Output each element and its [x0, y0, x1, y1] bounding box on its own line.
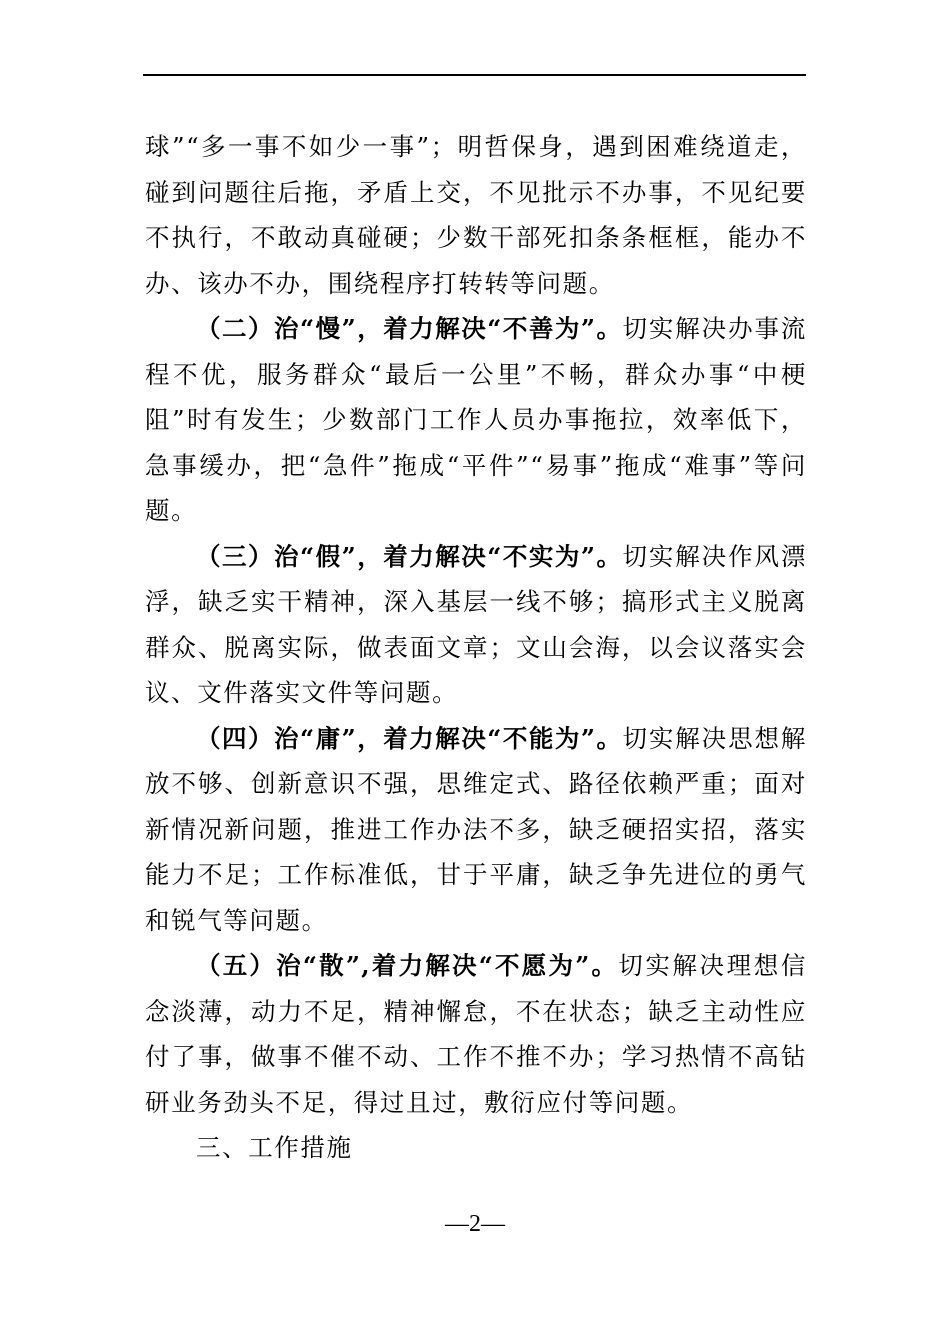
- paragraph-continuation: [145, 124, 807, 306]
- page-number: —2—: [445, 1211, 505, 1237]
- paragraph-lead: （二）治“慢”，着力解决“不善为”。: [196, 314, 623, 343]
- paragraph-slow: [145, 306, 807, 534]
- paragraph-lead: （五）治“散”,着力解决“不愿为”。: [196, 951, 619, 980]
- paragraph-lead: （三）治“假”，着力解决“不实为”。: [196, 541, 623, 571]
- paragraph-lead: （四）治“庸”，着力解决“不能为”。: [196, 723, 623, 753]
- paragraph-body: 切实解决理想信念淡薄，动力不足，精神懈怠，不在状态；缺乏主动性应付了事，做事不催不动、工作不推不办；学习热情不高钻研业务劲头不足，得过且过，敷衍应付等问题。: [145, 951, 807, 1117]
- paragraph-false: [145, 534, 807, 716]
- section-heading: 三、工作措施: [196, 1133, 353, 1162]
- paragraph-body: 球”“多一事不如少一事”；明哲保身，遇到困难绕道走，碰到问题往后拖，矛盾上交，不见批示不办事，不见纪要不执行，不敢动真碰硬；少数干部死扣条条框框，能办不办、该办不办，围绕程序打转转等问题。: [145, 132, 807, 298]
- header-rule: [143, 74, 806, 76]
- paragraph-lax: [145, 943, 807, 1125]
- document-body: [145, 124, 807, 1171]
- paragraph-body: 切实解决办事流程不优，服务群众“最后一公里”不畅，群众办事“中梗阻”时有发生；少数部门工作人员办事拖拉，效率低下，急事缓办，把“急件”拖成“平件”“易事”拖成“难事”等问题。: [145, 314, 808, 525]
- paragraph-body: 切实解决作风漂浮，缺乏实干精神，深入基层一线不够；搞形式主义脱离群众、脱离实际，做表面文章；文山会海，以会议落实会议、文件落实文件等问题。: [145, 541, 808, 707]
- paragraph-body: 切实解决思想解放不够、创新意识不强，思维定式、路径依赖严重；面对新情况新问题，推进工作办法不多，缺乏硬招实招，落实能力不足；工作标准低，甘于平庸，缺乏争先进位的勇气和锐气等问题。: [145, 723, 808, 935]
- paragraph-mediocre: [145, 716, 807, 944]
